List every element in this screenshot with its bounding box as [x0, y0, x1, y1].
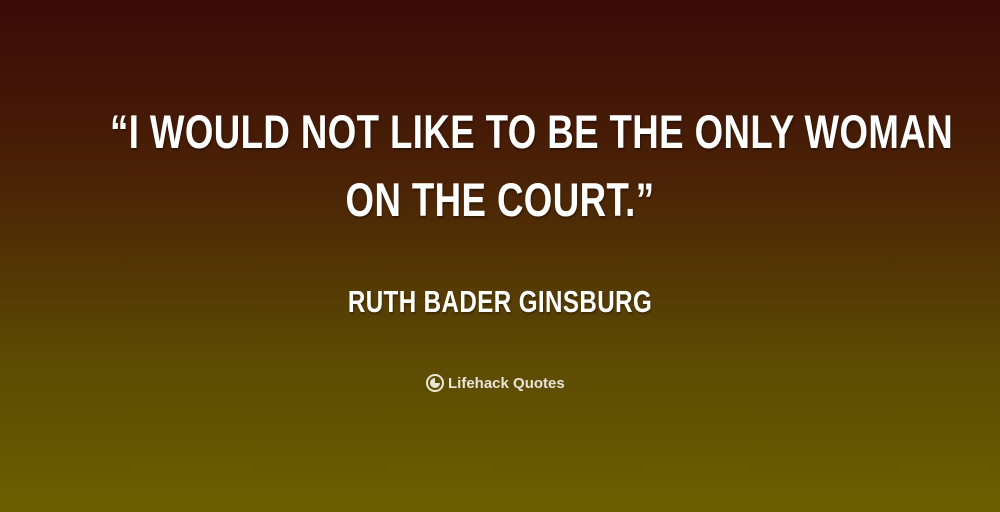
quote-line-1: “I WOULD NOT LIKE TO BE THE ONLY WOMAN: [110, 105, 954, 158]
brand-label: Lifehack Quotes: [448, 374, 565, 392]
quote-text: [110, 98, 954, 234]
quote-line-2: ON THE COURT.”: [345, 173, 655, 226]
lifehack-logo-icon: [426, 374, 444, 392]
brand-logo: [426, 373, 565, 393]
quote-author: RUTH BADER GINSBURG: [347, 284, 653, 319]
